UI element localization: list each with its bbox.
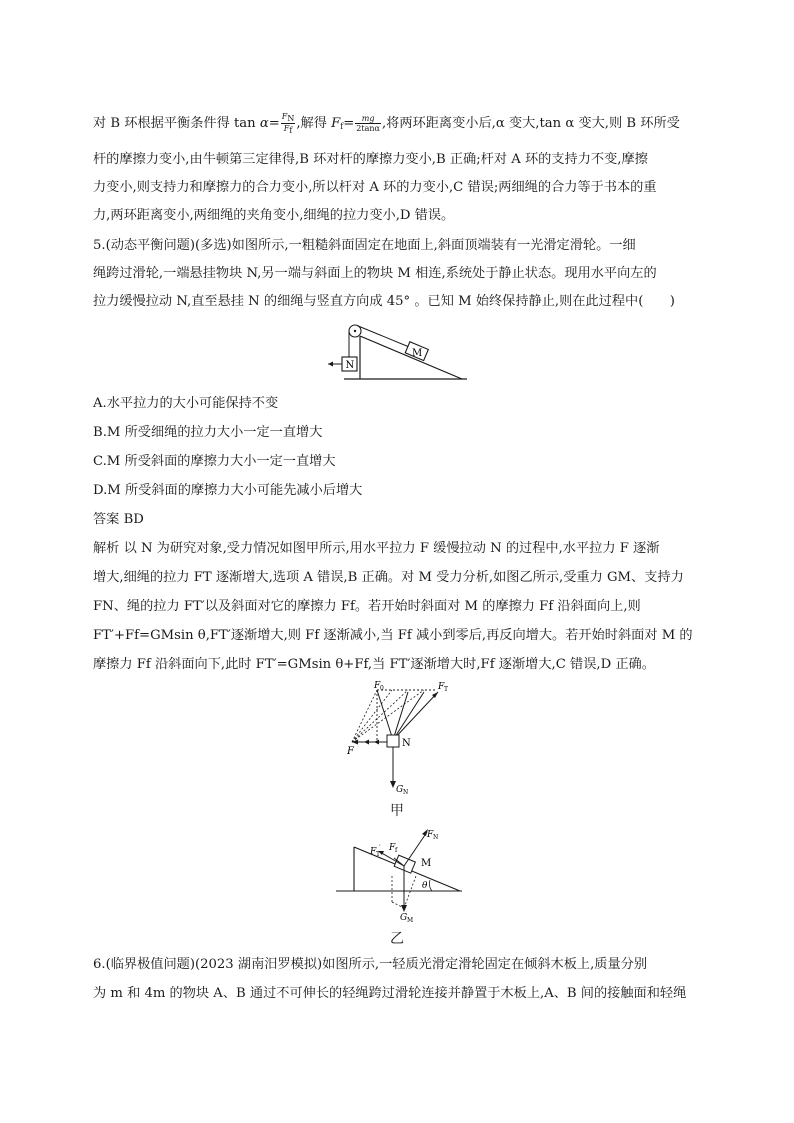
fig-yi: [332, 822, 472, 926]
rope-force-ft: [393, 692, 438, 740]
text-segment: =: [343, 116, 355, 131]
dashed-diag-1: [352, 690, 377, 742]
q6-stem-line-2: 为 m 和 4m 的物块 A、B 通过不可伸长的轻绳跨过滑轮连接并静置于木板上,A、B 间的接触面和轻绳: [93, 986, 687, 1001]
rope-force-1: [377, 690, 393, 740]
q5-analysis-line-4: FT′+Ff=GMsin θ,FT′逐渐增大,则 Ff 逐渐减小,当 Ff 减小到零后,再反向增大。若开始时斜面对 M 的: [93, 628, 693, 643]
label-ft-sub: T: [444, 686, 449, 693]
label-n: N: [402, 738, 411, 749]
q5-answer: 答案 BD: [93, 512, 144, 527]
text-segment: ,将两环距离变小后,: [381, 116, 496, 131]
label-ff-sub: f: [395, 847, 398, 854]
frac-den: F: [283, 124, 290, 133]
q5-option-b: B.M 所受细绳的拉力大小一定一直增大: [93, 425, 323, 440]
label-ftp-sub: T: [376, 851, 381, 858]
q5-analysis-line-1: 解析 以 N 为研究对象,受力情况如图甲所示,用水平拉力 F 缓慢拉动 N 的过程中,水平拉力 F 逐渐: [93, 541, 660, 556]
incline-pulley-diagram: [322, 320, 472, 384]
fig-yi-caption: 乙: [390, 931, 404, 947]
fraction-fn-over-ff: [281, 112, 296, 135]
label-gn: G: [396, 785, 404, 795]
label-ff: F: [389, 843, 396, 853]
frac-num-sub: N: [287, 114, 295, 123]
q5-analysis-line-5: 摩擦力 Ff 沿斜面向下,此时 FT′=GMsin θ+Ff,当 FT′逐渐增大时,Ff 逐渐增大,C 错误,D 正确。: [93, 657, 655, 672]
text-segment: α 变大,tan α 变大,则 B 环所受: [495, 116, 680, 131]
fraction-mg-over-2tan: [355, 114, 381, 133]
label-f0-sub: 0: [380, 685, 384, 692]
frac-den-sub: f: [289, 126, 293, 135]
q5-option-a: A.水平拉力的大小可能保持不变: [93, 396, 279, 411]
q5-option-d: D.M 所受斜面的摩擦力大小可能先减小后增大: [93, 483, 363, 498]
q5-stem-line-3: 拉力缓慢拉动 N,直至悬挂 N 的细绳与竖直方向成 45° 。已知 M 始终保持静止,则在此过程中( ): [93, 294, 675, 309]
label-f: F: [347, 746, 354, 757]
frac-num: mg: [355, 114, 381, 124]
label-gm: G: [400, 913, 408, 923]
dashed-diag-2: [352, 690, 392, 742]
label-fn-sub: N: [433, 834, 439, 841]
label-f0: F: [374, 681, 381, 691]
q5-incline-figure: [322, 320, 472, 384]
dashed-component-3: [404, 876, 416, 908]
label-theta: θ: [422, 881, 428, 891]
label-ftp: F: [370, 847, 377, 857]
prev-solution-line-3: 力变小,则支持力和摩擦力的合力变小,所以杆对 A 环的力变小,C 错误;两细绳的合力等于书本的重: [93, 180, 657, 195]
pulley-axle: [354, 330, 356, 332]
block-n-label: N: [345, 360, 355, 371]
prev-solution-line-2: 杆的摩擦力变小,由牛顿第三定律得,B 环对杆的摩擦力变小,B 正确;杆对 A 环的支持力不变,摩擦: [93, 152, 648, 167]
f-arrowhead-3-icon: [374, 740, 379, 745]
ff-symbol: F: [331, 116, 341, 131]
label-fn: F: [427, 830, 434, 840]
fig-jia: [330, 680, 470, 798]
text-segment: 对 B 环根据平衡条件得 tan: [93, 116, 260, 131]
prev-solution-line-4: 力,两环距离变小,两细绳的夹角变小,细绳的拉力变小,D 错误。: [93, 208, 455, 223]
q5-analysis-line-2: 增大,细绳的拉力 FT 逐渐增大,选项 A 错误,B 正确。对 M 受力分析,如图乙所示,受重力 GM、支持力: [93, 570, 684, 585]
label-gm-sub: M: [407, 917, 414, 924]
force-diagram-n: [330, 680, 470, 798]
q5-stem-line-1: 5.(动态平衡问题)(多选)如图所示,一粗糙斜面固定在地面上,斜面顶端装有一光滑定滑轮。一细: [93, 238, 636, 253]
text-segment: ,解得: [296, 116, 332, 131]
ff-sub: f: [340, 122, 344, 131]
rope-to-m: [357, 326, 414, 350]
q5-stem-line-2: 绳跨过滑轮,一端悬挂物块 N,另一端与斜面上的物块 M 相连,系统处于静止状态。现用水平向左的: [93, 266, 657, 281]
block-m-label: M: [412, 348, 423, 359]
q5-analysis-line-3: FN、绳的拉力 FT′以及斜面对它的摩擦力 Ff。若开始时斜面对 M 的摩擦力 Ff 沿斜面向上,则: [93, 599, 641, 614]
label-gn-sub: N: [403, 789, 409, 796]
rope-force-3: [393, 692, 424, 740]
left-arrow-icon: [328, 362, 333, 367]
q6-stem-line-1: 6.(临界极值问题)(2023 湖南汨罗模拟)如图所示,一轻质光滑定滑轮固定在倾斜木板上,质量分别: [93, 957, 648, 972]
frac-num: F: [281, 112, 288, 121]
rope-force-2: [393, 692, 408, 740]
dashed-diag-4: [352, 690, 424, 742]
theta-arc: [429, 880, 432, 891]
q5-option-c: C.M 所受斜面的摩擦力大小一定一直增大: [93, 454, 336, 469]
frac-den: 2tanα: [356, 124, 380, 133]
down-arrow-yi-icon: [401, 905, 407, 912]
text-segment: =: [268, 116, 280, 131]
block-n-jia: [387, 735, 399, 747]
label-ft: F: [438, 682, 445, 692]
force-diagram-m: [332, 822, 472, 926]
label-ftp-prime: ′: [379, 844, 381, 852]
label-m-yi: M: [421, 858, 432, 869]
prev-solution-line-1: [93, 112, 680, 137]
alpha-symbol: α: [259, 116, 269, 131]
fig-jia-caption: 甲: [390, 803, 404, 819]
f-arrowhead-2-icon: [364, 740, 369, 745]
